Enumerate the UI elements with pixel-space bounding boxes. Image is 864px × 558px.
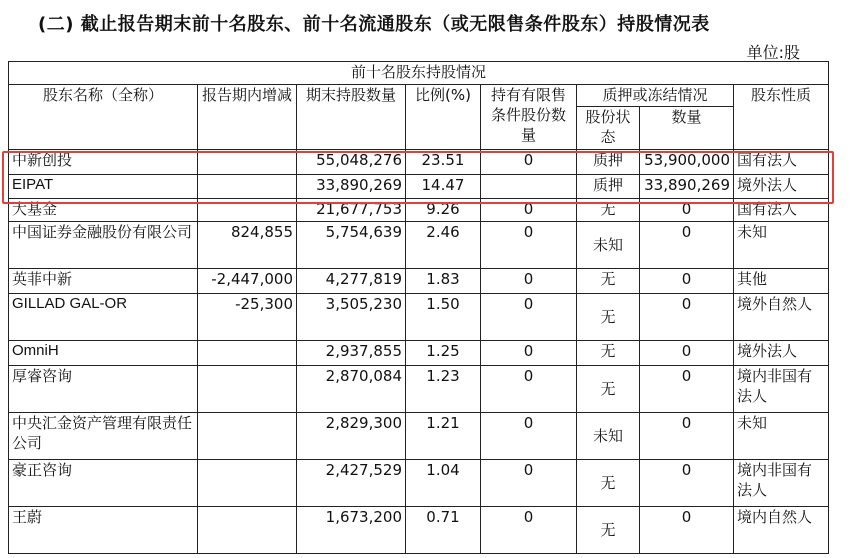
cell-status: 未知 (577, 222, 640, 269)
cell-restricted: 0 (481, 199, 577, 222)
cell-shares: 1,673,200 (297, 507, 406, 554)
cell-ratio: 1.83 (406, 269, 481, 294)
table-caption: 前十名股东持股情况 (9, 62, 829, 85)
cell-nature: 境外自然人 (734, 294, 829, 341)
cell-restricted: 0 (481, 222, 577, 269)
cell-ratio: 14.47 (406, 175, 481, 199)
cell-ratio: 23.51 (406, 150, 481, 175)
cell-nature: 境外法人 (734, 175, 829, 199)
cell-nature: 未知 (734, 413, 829, 460)
cell-name: 中国证券金融股份有限公司 (9, 222, 198, 269)
cell-restricted: 0 (481, 150, 577, 175)
highlight-box (2, 151, 834, 204)
header-restricted: 持有有限售条件股份数量 (481, 85, 577, 150)
table-row (9, 413, 829, 460)
cell-qty: 0 (640, 366, 734, 413)
cell-qty: 0 (640, 507, 734, 554)
cell-status: 无 (577, 460, 640, 507)
table-row (9, 460, 829, 507)
cell-ratio: 9.26 (406, 199, 481, 222)
cell-ratio: 1.21 (406, 413, 481, 460)
table-row (9, 507, 829, 554)
cell-qty: 0 (640, 460, 734, 507)
cell-shares: 3,505,230 (297, 294, 406, 341)
cell-shares: 2,870,084 (297, 366, 406, 413)
cell-qty: 0 (640, 269, 734, 294)
cell-nature: 境内非国有法人 (734, 366, 829, 413)
cell-shares: 5,754,639 (297, 222, 406, 269)
cell-status: 质押 (577, 150, 640, 175)
cell-shares: 4,277,819 (297, 269, 406, 294)
cell-ratio: 0.71 (406, 507, 481, 554)
table-row (9, 222, 829, 269)
cell-change (198, 460, 297, 507)
cell-nature: 国有法人 (734, 199, 829, 222)
cell-restricted: 0 (481, 460, 577, 507)
cell-qty: 0 (640, 341, 734, 366)
cell-ratio: 2.46 (406, 222, 481, 269)
cell-restricted: 0 (481, 269, 577, 294)
header-row-1 (9, 85, 829, 107)
cell-qty: 0 (640, 222, 734, 269)
cell-ratio: 1.23 (406, 366, 481, 413)
table-row (9, 269, 829, 294)
cell-name: 王蔚 (9, 507, 198, 554)
header-pledge-qty: 数量 (640, 107, 734, 150)
table-row (9, 294, 829, 341)
cell-status: 无 (577, 341, 640, 366)
cell-change (198, 366, 297, 413)
cell-name: OmniH (9, 341, 198, 366)
cell-ratio: 1.50 (406, 294, 481, 341)
cell-ratio: 1.04 (406, 460, 481, 507)
header-pledge-group: 质押或冻结情况 (577, 85, 734, 107)
cell-qty: 53,900,000 (640, 150, 734, 175)
cell-restricted: 0 (481, 413, 577, 460)
cell-change: -25,300 (198, 294, 297, 341)
header-nature: 股东性质 (734, 85, 829, 150)
cell-name: GILLAD GAL-OR (9, 294, 198, 341)
cell-name: 厚睿咨询 (9, 366, 198, 413)
cell-restricted: 0 (481, 507, 577, 554)
header-pledge-status: 股份状态 (577, 107, 640, 150)
cell-status: 无 (577, 366, 640, 413)
cell-name: EIPAT (9, 175, 198, 199)
cell-restricted: 0 (481, 294, 577, 341)
cell-nature: 国有法人 (734, 150, 829, 175)
cell-restricted: 0 (481, 366, 577, 413)
cell-name: 中新创投 (9, 150, 198, 175)
cell-status: 无 (577, 199, 640, 222)
table-row (9, 341, 829, 366)
cell-shares: 21,677,753 (297, 199, 406, 222)
header-ratio: 比例(%) (406, 85, 481, 150)
cell-nature: 境外法人 (734, 341, 829, 366)
cell-qty: 0 (640, 413, 734, 460)
cell-name: 大基金 (9, 199, 198, 222)
table-caption-row (9, 62, 829, 85)
cell-status: 质押 (577, 175, 640, 199)
cell-change (198, 413, 297, 460)
cell-shares: 2,937,855 (297, 341, 406, 366)
cell-status: 未知 (577, 413, 640, 460)
cell-status: 无 (577, 507, 640, 554)
cell-shares: 55,048,276 (297, 150, 406, 175)
section-title: (二) 截止报告期末前十名股东、前十名流通股东（或无限售条件股东）持股情况表 (38, 14, 710, 35)
cell-change (198, 507, 297, 554)
cell-status: 无 (577, 269, 640, 294)
cell-nature: 境内非国有法人 (734, 460, 829, 507)
header-name: 股东名称（全称） (9, 85, 198, 150)
cell-shares: 33,890,269 (297, 175, 406, 199)
cell-ratio: 1.25 (406, 341, 481, 366)
header-change: 报告期内增减 (198, 85, 297, 150)
cell-name: 豪正咨询 (9, 460, 198, 507)
cell-nature: 未知 (734, 222, 829, 269)
shareholder-table (8, 61, 829, 554)
header-shares: 期末持股数量 (297, 85, 406, 150)
cell-change (198, 341, 297, 366)
cell-shares: 2,427,529 (297, 460, 406, 507)
cell-qty: 0 (640, 294, 734, 341)
cell-nature: 境内自然人 (734, 507, 829, 554)
cell-restricted: 0 (481, 341, 577, 366)
cell-change: -2,447,000 (198, 269, 297, 294)
cell-qty: 33,890,269 (640, 175, 734, 199)
cell-shares: 2,829,300 (297, 413, 406, 460)
cell-qty: 0 (640, 199, 734, 222)
table-row (9, 366, 829, 413)
cell-nature: 其他 (734, 269, 829, 294)
cell-status: 无 (577, 294, 640, 341)
cell-name: 英菲中新 (9, 269, 198, 294)
cell-name: 中央汇金资产管理有限责任公司 (9, 413, 198, 460)
cell-change: 824,855 (198, 222, 297, 269)
unit-label: 单位:股 (746, 43, 800, 62)
